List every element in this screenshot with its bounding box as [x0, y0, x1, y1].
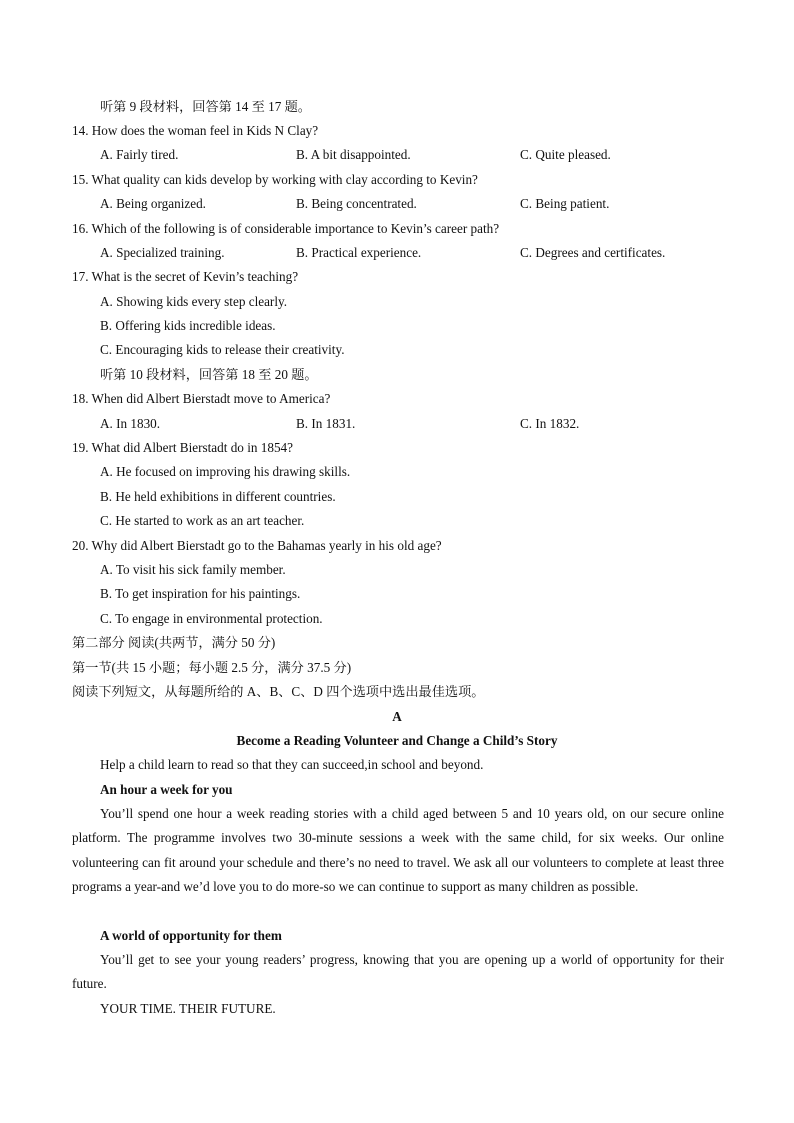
passage-paragraph-2: You’ll get to see your young readers’ progress, knowing that you are opening up a world of opportunity for their future. — [72, 952, 724, 992]
passage-heading-2: A world of opportunity for them — [100, 928, 282, 943]
section10-intro: 听第 10 段材料，回答第 18 至 20 题。 — [100, 367, 318, 382]
question-20-stem: 20. Why did Albert Bierstadt go to the Bahamas yearly in his old age? — [72, 538, 442, 553]
question-15-stem: 15. What quality can kids develop by working with clay according to Kevin? — [72, 172, 478, 187]
question-18-option-b: B. In 1831. — [296, 416, 356, 431]
question-17-option-c: C. Encouraging kids to release their creativity. — [100, 342, 345, 357]
question-19-option-c: C. He started to work as an art teacher. — [100, 513, 305, 528]
passage-slogan: YOUR TIME. THEIR FUTURE. — [100, 1001, 276, 1016]
question-20-option-a: A. To visit his sick family member. — [100, 562, 286, 577]
question-20-option-b: B. To get inspiration for his paintings. — [100, 586, 301, 601]
reading-part-title: 第二部分 阅读(共两节，满分 50 分) — [72, 635, 276, 650]
question-14-option-a: A. Fairly tired. — [100, 147, 179, 162]
question-20-option-c: C. To engage in environmental protection. — [100, 611, 323, 626]
question-19-stem: 19. What did Albert Bierstadt do in 1854? — [72, 440, 293, 455]
question-17-stem: 17. What is the secret of Kevin’s teaching? — [72, 269, 299, 284]
passage-paragraph-1: You’ll spend one hour a week reading stories with a child aged between 5 and 10 years old, on our secure online platform. The programme involves two 30-minute sessions a week with the same child, for six weeks. Our online volunteering can fit around your schedule and there’s no need to travel. We ask all our volunteers to complete at least three programs a year-and we’d love you to do more-so we can continue to support as many children as possible. — [72, 806, 724, 895]
section9-intro: 听第 9 段材料，回答第 14 至 17 题。 — [100, 99, 311, 114]
reading-instruction: 阅读下列短文，从每题所给的 A、B、C、D 四个选项中选出最佳选项。 — [72, 684, 485, 699]
question-14-option-b: B. A bit disappointed. — [296, 147, 411, 162]
passage-letter: A — [392, 709, 402, 724]
question-15-option-c: C. Being patient. — [520, 196, 610, 211]
question-18-stem: 18. When did Albert Bierstadt move to America? — [72, 391, 331, 406]
question-14-stem: 14. How does the woman feel in Kids N Clay? — [72, 123, 319, 138]
question-18-option-a: A. In 1830. — [100, 416, 161, 431]
question-14-option-c: C. Quite pleased. — [520, 147, 611, 162]
passage-heading-1: An hour a week for you — [100, 782, 233, 797]
question-16-option-a: A. Specialized training. — [100, 245, 225, 260]
passage-intro: Help a child learn to read so that they can succeed,in school and beyond. — [100, 757, 484, 772]
passage-title: Become a Reading Volunteer and Change a Child’s Story — [236, 733, 558, 748]
reading-section-title: 第一节(共 15 小题；每小题 2.5 分，满分 37.5 分) — [72, 660, 352, 675]
question-17-option-b: B. Offering kids incredible ideas. — [100, 318, 276, 333]
question-18-option-c: C. In 1832. — [520, 416, 580, 431]
question-15-option-a: A. Being organized. — [100, 196, 206, 211]
question-16-stem: 16. Which of the following is of considerable importance to Kevin’s career path? — [72, 221, 500, 236]
question-16-option-b: B. Practical experience. — [296, 245, 422, 260]
question-19-option-a: A. He focused on improving his drawing skills. — [100, 464, 351, 479]
question-17-option-a: A. Showing kids every step clearly. — [100, 294, 288, 309]
question-15-option-b: B. Being concentrated. — [296, 196, 417, 211]
question-19-option-b: B. He held exhibitions in different countries. — [100, 489, 336, 504]
question-16-option-c: C. Degrees and certificates. — [520, 245, 666, 260]
